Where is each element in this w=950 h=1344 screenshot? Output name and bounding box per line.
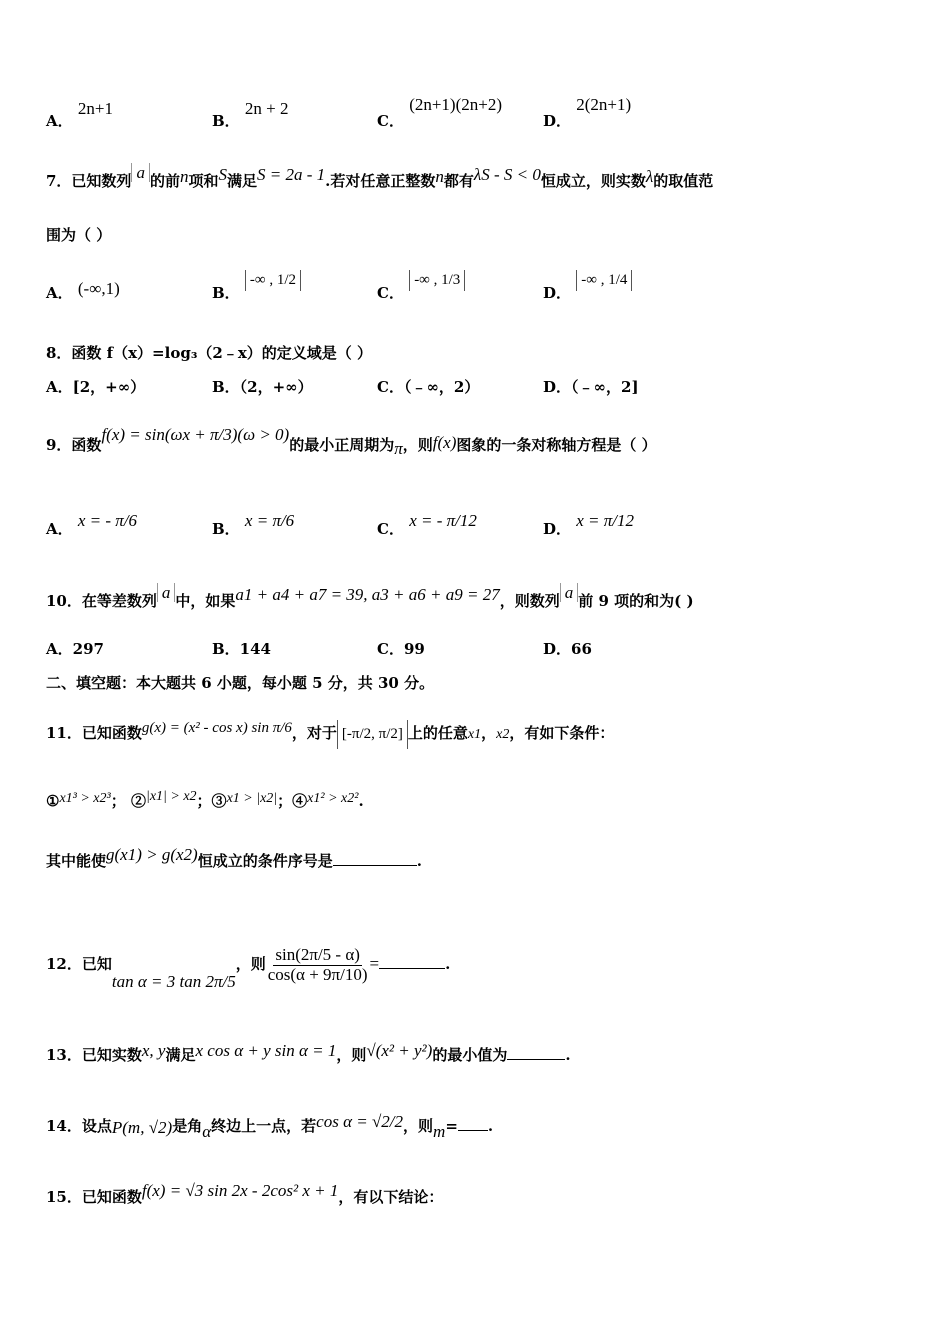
q11-math-interval: [-π/2, π/2]: [337, 720, 408, 749]
q14-math-cos: cos α = √2/2: [316, 1112, 404, 1131]
q9-text: ，则: [402, 436, 433, 454]
q9-option-c: [377, 511, 477, 539]
q7-option-b-label: B．: [212, 284, 240, 302]
q15-stem: [46, 1181, 444, 1207]
q9-math-function: f(x) = sin(ωx + π/3)(ω > 0): [101, 425, 290, 444]
q8-stem: [46, 342, 372, 363]
q6-option-a: [46, 99, 113, 131]
q11-cond4-marker: ；④: [277, 792, 308, 810]
q9-option-c-label: C．: [377, 520, 404, 538]
q13-text: .: [565, 1046, 571, 1064]
q11-text: .: [358, 792, 364, 810]
q12-text: .: [445, 955, 451, 974]
q13-stem: [46, 1041, 571, 1065]
q7-text: 的取值范: [653, 172, 714, 190]
q9-option-a-label: A．: [46, 520, 73, 538]
q12-math-denominator: cos(α + 9π/10): [267, 964, 368, 984]
q11-stem: [46, 720, 614, 749]
q10-option-b: B．144: [212, 640, 271, 658]
q9-math-fx: f(x): [432, 433, 457, 452]
q11-cond2-marker: ； ②: [110, 792, 146, 810]
q9-text: 9．函数: [46, 436, 102, 454]
q9-math-pi: π: [394, 439, 403, 458]
q7-stem: [46, 163, 714, 191]
q6-option-b: [212, 99, 289, 131]
q14-text: ，则: [403, 1117, 434, 1135]
q7-math-inequality: λS - S < 0: [473, 165, 541, 184]
q13-math-condition: x cos α + y sin α = 1: [195, 1041, 337, 1060]
q9-option-b-math: x = π/6: [244, 511, 295, 530]
q7-math-sn: S: [218, 165, 227, 184]
q6-option-a-math: 2n+1: [77, 99, 113, 118]
q11-cond2-math: |x1| > x2: [145, 789, 197, 804]
q8-option-b: B．（2，+∞）: [212, 378, 313, 396]
q7-option-a-label: A．: [46, 284, 73, 302]
q10-option-a: A．297: [46, 640, 104, 658]
q7-option-b: [212, 268, 301, 302]
q11-math-x1: x1: [467, 727, 482, 742]
q11-text: 11．已知函数: [46, 724, 142, 742]
q7-text: .若对任意正整数: [325, 172, 436, 190]
q15-text: 15．已知函数: [46, 1188, 142, 1206]
q7-text: 恒成立，则实数: [540, 172, 646, 190]
q9-text: 图象的一条对称轴方程是（ ）: [456, 436, 657, 454]
q7-option-c-math: -∞ , 1/3: [409, 270, 465, 291]
q7-text: 的前: [149, 172, 180, 190]
q11-text: ，对于: [291, 724, 337, 742]
q14-text: =: [445, 1117, 458, 1135]
q14-math-m: m: [433, 1122, 446, 1141]
q14-answer-blank[interactable]: [458, 1116, 488, 1131]
q6-option-d-math: 2(2n+1): [576, 95, 632, 114]
q11-text: 恒成立的条件序号是: [197, 852, 333, 870]
q14-stem: [46, 1112, 494, 1141]
q9-text: 的最小正周期为: [289, 436, 395, 454]
q9-option-b-label: B．: [212, 520, 240, 538]
q12-answer-blank[interactable]: [379, 954, 445, 969]
q9-option-b: [212, 511, 295, 539]
q7-option-a: [46, 279, 120, 303]
q6-option-b-math: 2n + 2: [244, 99, 289, 118]
q13-text: 13．已知实数: [46, 1046, 142, 1064]
q7-stem-continued: [46, 224, 111, 245]
q11-question: [46, 845, 422, 871]
q11-math-g: g(x) = (x² - cos x) sin π/6: [141, 720, 292, 736]
q7-text: 围为（ ）: [46, 226, 112, 244]
q8-text: 8．函数 f（x）=log₃（2﹣x）的定义域是（ ）: [46, 344, 372, 362]
q7-option-c-label: C．: [377, 284, 404, 302]
q11-cond1-marker: ①: [46, 792, 60, 810]
q6-option-c-label: C．: [377, 112, 404, 130]
q10-math-an: a: [560, 583, 579, 602]
q6-option-c: [377, 95, 503, 131]
q7-option-b-math: -∞ , 1/2: [245, 270, 301, 291]
q12-math-tan: tan α = 3 tan 2π/5: [111, 972, 236, 992]
q8-option-d: D．（﹣∞，2]: [543, 378, 639, 396]
q10-text: 中，如果: [175, 592, 236, 610]
q9-stem: [46, 425, 657, 458]
q6-option-d: [543, 95, 632, 131]
q7-math-condition: S = 2a - 1: [257, 165, 326, 184]
q11-text: ，: [481, 724, 497, 742]
q7-text: 满足: [226, 172, 257, 190]
q7-option-c: [377, 268, 465, 302]
q7-text: 7．已知数列: [46, 172, 132, 190]
q12-text: 12．已知: [46, 955, 112, 974]
q11-text: 上的任意: [407, 724, 468, 742]
q11-answer-blank[interactable]: [333, 851, 417, 866]
q14-math-point: P(m, √2): [111, 1118, 173, 1137]
q14-text: .: [487, 1117, 494, 1135]
q7-option-d-math: -∞ , 1/4: [576, 270, 632, 291]
q10-math-an: a: [157, 583, 176, 602]
q12-text: ，则: [235, 955, 266, 974]
q11-math-x2: x2: [496, 727, 510, 742]
q11-text: .: [416, 852, 422, 870]
q15-text: ，有以下结论：: [338, 1188, 444, 1206]
q9-option-a: [46, 511, 138, 539]
q12-math-numerator: sin(2π/5 - α): [275, 945, 360, 964]
q11-math-inequality: g(x1) > g(x2): [106, 845, 198, 864]
q7-math-lambda: λ: [645, 167, 654, 186]
q6-option-b-label: B．: [212, 112, 240, 130]
q10-text: ，则数列: [499, 592, 560, 610]
q11-conditions: [46, 790, 364, 811]
q9-option-c-math: x = - π/12: [409, 511, 477, 530]
q7-text: 项和: [188, 172, 219, 190]
q11-text: ，有如下条件：: [509, 724, 615, 742]
q14-text: 14．设点: [46, 1117, 112, 1135]
q10-text: 10．在等差数列: [46, 592, 157, 610]
q6-option-a-label: A．: [46, 112, 73, 130]
q9-option-d-label: D．: [543, 520, 572, 538]
q7-math-n: n: [179, 167, 189, 186]
q14-text: 终边上一点，若: [211, 1117, 317, 1135]
q14-text: 是角: [172, 1117, 203, 1135]
q13-math-xy: x, y: [141, 1041, 166, 1060]
section-heading: 二、填空题：本大题共 6 小题，每小题 5 分，共 30 分。: [46, 674, 435, 692]
q10-option-d: D．66: [543, 640, 592, 658]
q7-text: 都有: [443, 172, 474, 190]
q7-math-an: a: [131, 163, 150, 182]
q13-math-sqrt: √(x² + y²): [366, 1041, 433, 1060]
q13-text: 的最小值为: [432, 1046, 508, 1064]
q13-text: 满足: [165, 1046, 196, 1064]
q7-option-d-label: D．: [543, 284, 572, 302]
q12-stem: [46, 945, 451, 992]
q6-option-c-math: (2n+1)(2n+2): [409, 95, 503, 114]
q9-option-a-math: x = - π/6: [77, 511, 138, 530]
q15-math-function: f(x) = √3 sin 2x - 2cos² x + 1: [141, 1181, 339, 1200]
q11-cond3-marker: ；③: [196, 792, 227, 810]
q11-text: 其中能使: [46, 852, 107, 870]
q7-option-a-math: (-∞,1): [77, 279, 120, 298]
q9-option-d-math: x = π/12: [576, 511, 635, 530]
q8-option-a: A．[2，+∞）: [46, 378, 146, 396]
q9-option-d: [543, 511, 635, 539]
q10-text: 前 9 项的和为( ): [578, 592, 694, 610]
q6-option-d-label: D．: [543, 112, 572, 130]
q12-math-fraction: [266, 946, 370, 984]
q13-text: ，则: [336, 1046, 367, 1064]
q7-option-d: [543, 268, 632, 302]
q11-cond3-math: x1 > |x2|: [226, 791, 278, 806]
q8-option-c: C．（﹣∞，2）: [377, 378, 480, 396]
q11-cond1-math: x1³ > x2³: [59, 791, 111, 806]
q10-stem: [46, 583, 694, 611]
q7-math-n: n: [435, 167, 444, 186]
q13-answer-blank[interactable]: [507, 1045, 565, 1060]
q11-cond4-math: x1² > x2²: [307, 791, 359, 806]
q12-math-equals: =: [369, 954, 380, 974]
q14-math-alpha: α: [202, 1122, 212, 1141]
q10-option-c: C．99: [377, 640, 425, 658]
q10-math-condition: a1 + a4 + a7 = 39, a3 + a6 + a9 = 27: [235, 585, 500, 604]
